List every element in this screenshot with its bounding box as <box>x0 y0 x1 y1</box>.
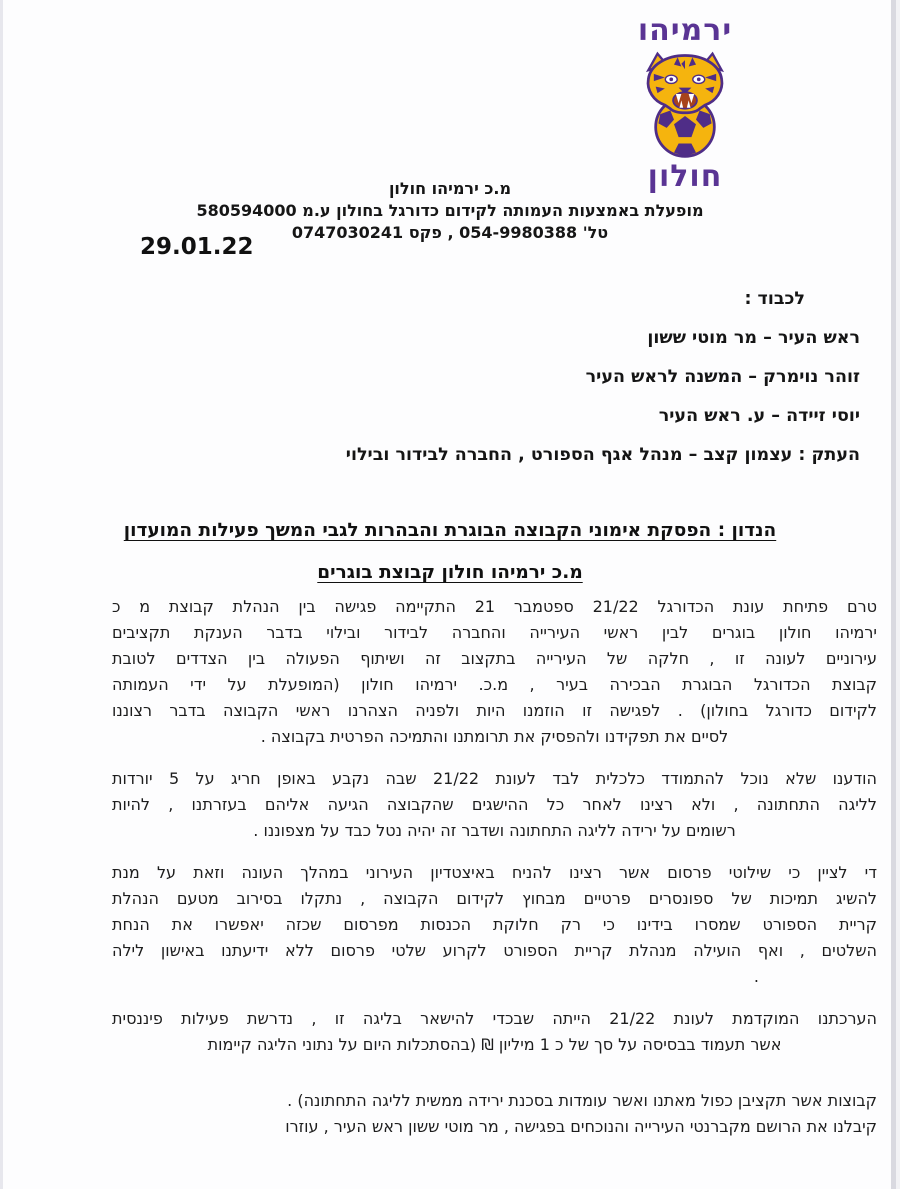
page-edge-left <box>0 0 3 1189</box>
paragraph-line: להשיג תמיכות של ספונסרים פרטיים מבחוץ לקידום הקבוצה , נתקלו בסירוב מטעם הנהלת <box>112 889 877 908</box>
page-edge-right-outer <box>896 0 900 1189</box>
paragraph-line: הודענו שלא נוכל להתמודד כלכלית לבד לעונת 21/22 שבה נקבע באופן חריג על 5 יורדות <box>112 769 877 788</box>
paragraph-line: הערכתנו המוקדמת לעונת 21/22 הייתה שבכדי להישאר בליגה זו , נדרשת פעילות פיננסית <box>112 1009 877 1028</box>
addressee-line: לכבוד : <box>744 289 805 309</box>
letter-date: 29.01.22 <box>140 234 254 260</box>
org-header <box>170 178 730 244</box>
club-logo <box>610 14 760 194</box>
tiger-head-icon <box>648 54 722 113</box>
paragraph-line: קבוצות אשר תקציבן כפול מאתנו ואשר עומדות בסכנת ירידה ממשית לליגה התחתונה) . <box>287 1091 877 1110</box>
org-name: מ.כ ירמיהו חולון <box>388 179 512 198</box>
logo-bottom-text: חולון <box>647 159 723 194</box>
paragraph-line: לליגה התחתונה , ולא רצינו לאחר כל ההישגים שהקבוצה הגיעה אליהם בעזרתנו , להיות <box>112 795 877 814</box>
paragraph-line: קבוצת הכדורגל הבוגרת הבכירה בעיר , מ.כ. ירמיהו חולון (המופעלת על ידי העמותה <box>112 675 877 694</box>
org-phone-line: טל' 054-9980388 , פקס 0747030241 <box>291 223 609 242</box>
page-edge-right <box>891 0 896 1189</box>
subject-line-1: הנדון : הפסקת אימוני הקבוצה הבוגרת והבהרות לגבי המשך פעילות המועדון <box>123 520 777 541</box>
paragraph <box>112 860 877 990</box>
paragraph-line: די לציין כי שילוטי פרסום אשר רצינו להניח באיצטדיון העירוני במהלך העונה וזאת על מנת <box>112 863 877 882</box>
paragraph <box>112 766 877 844</box>
addressee-line: יוסי זיידה – ע. ראש העיר <box>658 406 860 426</box>
tiger-football-emblem-icon <box>629 50 741 160</box>
paragraph-line: רשומים על ירידה לליגה התחתונה ושדבר זה יהיה נטל כבד על מצפוננו . <box>253 821 736 840</box>
paragraph-line: קיבלנו את הרושם מקברנטי העירייה והנוכחים בפגישה , מר מוטי ששון ראש העיר , עוזרו <box>285 1117 877 1136</box>
addressee-block <box>60 288 860 483</box>
addressee-line: ראש העיר – מר מוטי ששון <box>647 328 860 348</box>
paragraph-line: אשר תעמוד בבסיסה על סך של כ 1 מיליון ₪ (בהסתכלות היום על נתוני הליגה קיימות <box>207 1035 782 1054</box>
letter-body <box>112 594 877 1156</box>
paragraph-line: לסיים את תפקידנו ולהפסיק את תרומתנו והתמיכה הפרטית בקבוצה . <box>260 727 729 746</box>
paragraph-line: ירמיהו חולון בוגרים לבין ראשי העירייה והחברה לבידור ובילוי בדבר הענקת תקציבים <box>112 623 877 642</box>
paragraph-line: לקידום כדורגל בחולון) . לפגישה זו הוזמנו היות ולפניה הצהרנו ראשי הקבוצה בדבר רצוננו <box>112 701 877 720</box>
logo-top-text: ירמיהו <box>637 13 733 48</box>
paragraph <box>112 1006 877 1058</box>
paragraph-line: השלטים , ואף הועילה מנהלת קריית הספורט לקרוע שלטי פרסום ללא ידיעתנו באישון לילה <box>112 941 877 960</box>
paragraph-line: קריית הספורט שמסרו בידינו כי רק חלוקת הכנסות מפרסום שכזה יאפשרו את הנחת <box>112 915 877 934</box>
org-registration-line: מופעלת באמצעות העמותה לקידום כדורגל בחולון ע.מ 580594000 <box>196 201 704 220</box>
subject-line-2: מ.כ ירמיהו חולון קבוצת בוגרים <box>317 562 583 583</box>
paragraph-line: עירוניים לעונה זו , חלקה של העירייה בתקצוב זה ושיתוף הפעולה בין הצדדים לטובת <box>112 649 877 668</box>
addressee-line: העתק : עצמון קצב – מנהל אגף הספורט , החברה לבידור ובילוי <box>345 445 860 465</box>
addressee-line: זוהר נוימרק – המשנה לראש העיר <box>585 367 860 387</box>
paragraph <box>112 1088 877 1140</box>
paragraph-line: . <box>753 967 759 986</box>
paragraph-line: טרם פתיחת עונת הכדורגל 21/22 ספטמבר 21 התקיימה פגישה בין הנהלת קבוצת מ כ <box>112 597 877 616</box>
paragraph <box>112 594 877 750</box>
